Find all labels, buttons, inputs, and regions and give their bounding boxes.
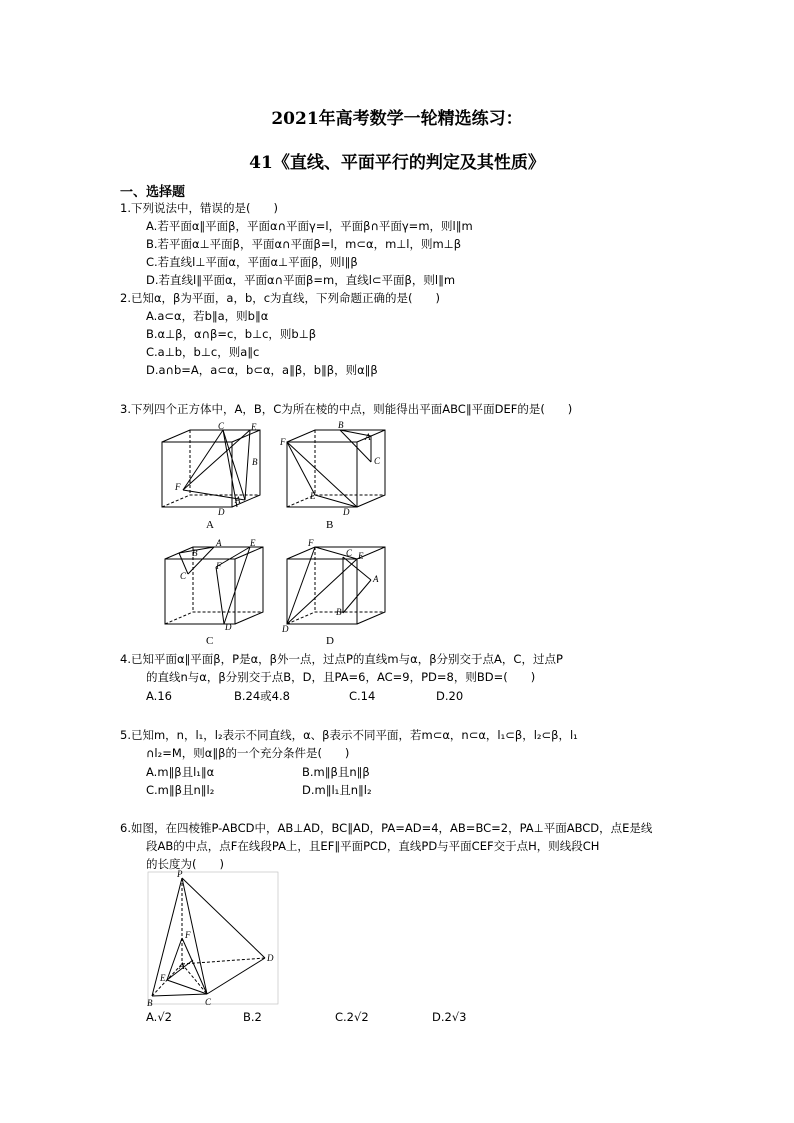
svg-text:F: F <box>280 437 286 447</box>
svg-text:C: C <box>218 421 225 431</box>
svg-text:A: A <box>235 495 241 505</box>
svg-text:B: B <box>252 457 258 467</box>
pyramid-figure <box>145 868 280 1008</box>
document-title-line2: 41《直线、平面平行的判定及其性质》 <box>249 153 545 173</box>
q6-line3: 的长度为( ) <box>146 857 224 871</box>
q2-option-a: A.a⊂α，若b∥a，则b∥α <box>146 309 269 323</box>
svg-text:C: C <box>346 548 353 558</box>
svg-text:B: B <box>338 420 344 430</box>
svg-text:P: P <box>177 869 183 879</box>
q2-option-d: D.a∩b=A，a⊂α，b⊂α，a∥β，b∥β，则α∥β <box>146 363 378 377</box>
cube-figure-b <box>280 420 390 516</box>
svg-text:F: F <box>216 561 222 571</box>
svg-text:A: A <box>365 432 371 442</box>
cube-label-c: C <box>206 635 214 647</box>
svg-text:E: E <box>310 491 316 501</box>
svg-text:C: C <box>180 571 187 581</box>
q6-line2: 段AB的中点，点F在线段PA上，且EF∥平面PCD，直线PD与平面CEF交于点H，则线段CH <box>146 839 600 853</box>
svg-text:A: A <box>179 961 185 971</box>
q2-stem: 2.已知α，β为平面，a，b，c为直线，下列命题正确的是( ) <box>120 291 441 305</box>
svg-text:F: F <box>175 482 181 492</box>
q2-option-c: C.a⊥b，b⊥c，则a∥c <box>146 345 260 359</box>
q1-option-b: B.若平面α⊥平面β，平面α∩平面β=l，m⊂α，m⊥l，则m⊥β <box>146 237 462 251</box>
q4-option-b: B.24或4.8 <box>234 689 290 703</box>
svg-text:C: C <box>205 997 212 1007</box>
svg-text:D: D <box>225 622 232 632</box>
q1-option-d: D.若直线l∥平面α，平面α∩平面β=m，直线l⊂平面β，则l∥m <box>146 273 456 287</box>
q4-option-a: A.16 <box>146 689 172 703</box>
cube-figure-a <box>155 420 265 516</box>
cube-label-d: D <box>326 635 334 647</box>
q4-line1: 4.已知平面α∥平面β，P是α，β外一点，过点P的直线m与α，β分别交于点A，C，过点P <box>120 652 563 666</box>
svg-text:E: E <box>358 551 364 561</box>
svg-text:F: F <box>185 930 191 940</box>
cube-label-a: A <box>206 519 214 531</box>
svg-text:F: F <box>308 538 314 548</box>
q5-option-a: A.m∥β且l₁∥α <box>146 765 215 779</box>
svg-text:E: E <box>160 973 166 983</box>
cube-figure-c <box>158 537 268 633</box>
q6-option-c: C.2√2 <box>335 1010 369 1024</box>
svg-text:B: B <box>147 998 153 1008</box>
q4-option-d: D.20 <box>436 689 464 703</box>
svg-text:D: D <box>267 953 274 963</box>
svg-text:D: D <box>282 624 289 633</box>
q5-line1: 5.已知m，n，l₁，l₂表示不同直线，α、β表示不同平面，若m⊂α，n⊂α，l₁⊂β，l₂⊂β，l₁ <box>120 728 578 742</box>
section-heading: 一、选择题 <box>120 185 186 200</box>
document-title-line1: 2021年高考数学一轮精选练习： <box>271 109 523 129</box>
q1-option-a: A.若平面α∥平面β，平面α∩平面γ=l，平面β∩平面γ=m，则l∥m <box>146 219 473 233</box>
svg-text:A: A <box>216 538 222 548</box>
q3-stem: 3.下列四个正方体中，A，B，C为所在棱的中点，则能得出平面ABC∥平面DEF的是( ) <box>120 402 573 416</box>
q6-option-b: B.2 <box>243 1010 262 1024</box>
svg-text:E: E <box>250 538 256 548</box>
q5-option-b: B.m∥β且n∥β <box>302 765 370 779</box>
q6-option-d: D.2√3 <box>432 1010 467 1024</box>
q5-option-d: D.m∥l₁且n∥l₂ <box>302 783 372 797</box>
q5-line2: ∩l₂=M，则α∥β的一个充分条件是( ) <box>146 746 350 760</box>
q6-line1: 6.如图，在四棱锥P-ABCD中，AB⊥AD，BC∥AD，PA=AD=4，AB=BC=2，PA⊥平面ABCD，点E是线 <box>120 821 653 835</box>
svg-text:D: D <box>343 507 350 516</box>
svg-text:B: B <box>192 548 198 558</box>
q4-line2: 的直线n与α，β分别交于点B，D，且PA=6，AC=9，PD=8，则BD=( ) <box>146 670 536 684</box>
q1-option-c: C.若直线l⊥平面α，平面α⊥平面β，则l∥β <box>146 255 358 269</box>
svg-text:C: C <box>374 456 381 466</box>
q2-option-b: B.α⊥β，α∩β=c，b⊥c，则b⊥β <box>146 327 317 341</box>
q1-stem: 1.下列说法中，错误的是( ) <box>120 201 278 215</box>
q5-option-c: C.m∥β且n∥l₂ <box>146 783 215 797</box>
svg-text:A: A <box>373 574 379 584</box>
q4-option-c: C.14 <box>349 689 376 703</box>
svg-text:E: E <box>251 422 257 432</box>
q6-option-a: A.√2 <box>146 1010 172 1024</box>
svg-text:D: D <box>218 507 225 516</box>
cube-figure-d <box>280 537 390 633</box>
cube-label-b: B <box>326 519 334 531</box>
svg-text:B: B <box>336 607 342 617</box>
